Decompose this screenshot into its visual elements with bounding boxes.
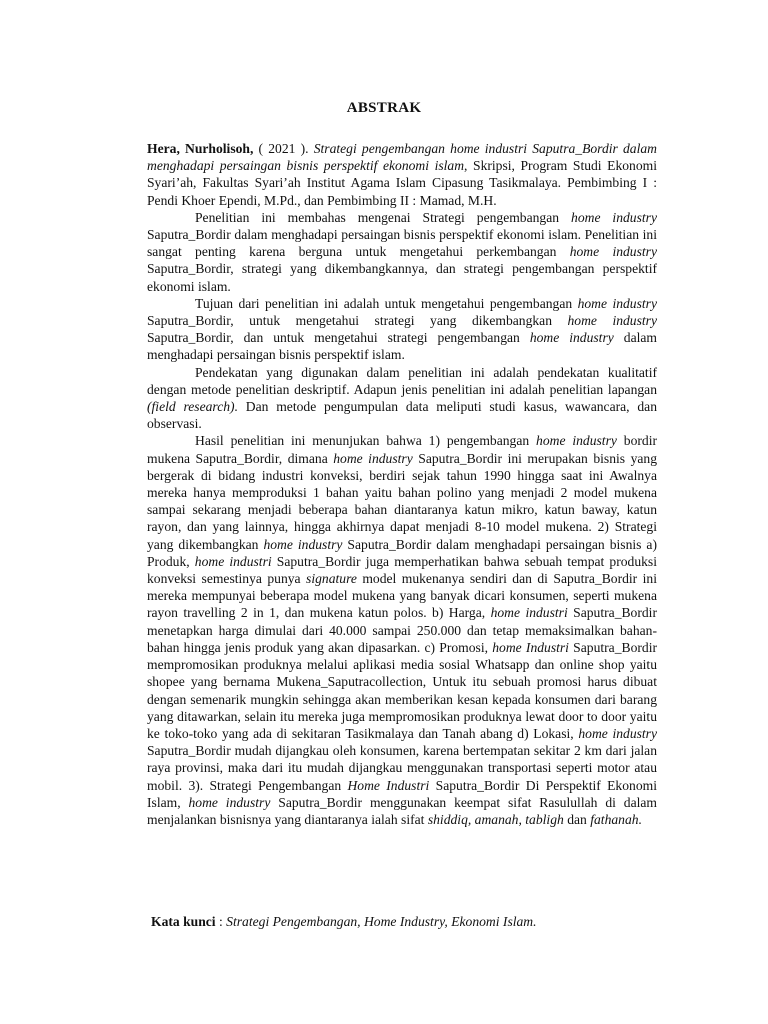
- italic-span: home industry: [577, 295, 657, 311]
- text-span: model mukenanya sendiri dan di Saputra_Bordir ini mereka mempunyai beberapa model mukena yang banyak dicari konsumen, seperti mukena rayon travelling 2 in 1, dan mukena katun polos. b) Harga,: [147, 571, 657, 621]
- citation-paragraph: [147, 140, 657, 209]
- abstract-body: [147, 140, 657, 828]
- keywords-value: Strategi Pengembangan, Home Industry, Ekonomi Islam.: [226, 914, 537, 929]
- text-span: dan: [563, 811, 591, 827]
- text-span: Saputra_Bordir, untuk mengetahui strategi yang dikembangkan: [147, 313, 568, 329]
- italic-span: home industry: [333, 450, 413, 466]
- italic-span: home industry: [263, 536, 343, 552]
- text-span: Dan metode pengumpulan data meliputi studi kasus, wawancara, dan observasi.: [147, 399, 657, 432]
- italic-span: home industry: [571, 209, 657, 225]
- text-span: Pendekatan yang digunakan dalam penelitian ini adalah pendekatan kualitatif dengan metode penelitian deskriptif. Adapun jenis penelitian ini adalah penelitian lapangan: [147, 364, 657, 397]
- text-span: Saputra_Bordir dalam menghadapi persaingan bisnis perspektif ekonomi islam. Penelitian ini sangat penting karena berguna untuk mengetahui perkembangan: [147, 227, 657, 260]
- text-span: Saputra_Bordir menetapkan harga dimulai dari 40.000 sampai 250.000 dan tetap memaksimalkan bahan-bahan hingga jenis produk yang akan dipasarkan. c) Promosi,: [147, 605, 657, 655]
- text-span: Hasil penelitian ini menunjukan bahwa 1) pengembangan: [195, 433, 537, 449]
- paragraph-2: [147, 295, 657, 364]
- text-span: Saputra_Bordir mempromosikan produknya melalui aplikasi media sosial Whatsapp dan online shop yaitu shopee yang bernama Mukena_Saputracollection, Untuk itu sebuah promosi harus dibuat dengan semenarik mungkin sehingga akan memberikan kesan kepada konsumen dari barang yang ditawarkan, selain itu mereka juga mempromosikan produknya lewat door to door yaitu ke toko-toko yang ada di sekitaran Tasikmalaya dan Tanah abang d) Lokasi,: [147, 639, 657, 741]
- text-span: Saputra_Bordir Di Perspektif Ekonomi Islam,: [147, 777, 657, 810]
- italic-span: home industry: [536, 433, 617, 449]
- paragraph-4: [147, 432, 657, 828]
- italic-span: home Industri: [492, 639, 569, 655]
- keywords-separator: :: [215, 914, 227, 929]
- keywords-label: Kata kunci: [151, 914, 216, 929]
- text-span: Saputra_Bordir dalam menghadapi persaingan bisnis a) Produk,: [147, 536, 657, 569]
- italic-span: home industri: [490, 605, 568, 621]
- italic-span: home industry: [188, 794, 271, 810]
- text-span: Penelitian ini membahas mengenai Strategi pengembangan: [195, 209, 572, 225]
- italic-span: (field research).: [147, 399, 238, 415]
- paragraph-3: [147, 364, 657, 433]
- text-span: Saputra_Bordir juga memperhatikan bahwa sebuah tempat produksi konveksi semestinya punya: [147, 553, 657, 587]
- citation-rest: , Skripsi, Program Studi Ekonomi Syari’ah, Fakultas Syari’ah Institut Agama Islam Cipasung Tasikmalaya. Pembimbing I : Pendi Khoer Ependi, M.Pd., dan Pembimbing II : Mamad, M.H.: [147, 158, 657, 208]
- text-span: Saputra_Bordir, strategi yang dikembangkannya, dan strategi pengembangan perspektif ekonomi islam.: [147, 261, 657, 294]
- text-span: bordir mukena Saputra_Bordir, dimana: [147, 433, 657, 466]
- text-span: Saputra_Bordir ini merupakan bisnis yang bergerak di bidang industri konveksi, berdiri sejak tahun 1990 hingga saat ini Awalnya mereka hanya memproduksi 1 bahan yaitu bahan polino yang menjadi 2 model mukena sampai sekarang menjadi beberapa bahan diantaranya katun mikro, katun baway, katun rayon, dan yang lainnya, hingga akhirnya dapat menjadi 8-10 model mukena. 2) Strategi yang dikembangkan: [147, 450, 657, 552]
- citation-author: Hera, Nurholisoh,: [147, 141, 254, 156]
- text-span: Tujuan dari penelitian ini adalah untuk mengetahui pengembangan: [195, 295, 578, 311]
- italic-span: signature: [306, 571, 357, 587]
- keywords-line: [151, 913, 661, 930]
- italic-span: home industry: [529, 330, 614, 346]
- text-span: dalam menghadapi persaingan bisnis perspektif islam.: [147, 330, 657, 363]
- italic-span: home industry: [569, 244, 657, 260]
- italic-span: home industri: [194, 553, 272, 569]
- text-span: Saputra_Bordir menggunakan keempat sifat Rasulullah di dalam menjalankan bisnisnya yang diantaranya ialah sifat: [147, 794, 657, 827]
- citation-title: Strategi pengembangan home industri Saputra_Bordir dalam menghadapi persaingan bisnis perspektif ekonomi islam: [147, 141, 657, 174]
- italic-span: shiddiq, amanah, tabligh: [427, 811, 564, 827]
- citation-year: ( 2021 ).: [258, 141, 309, 156]
- text-span: Saputra_Bordir, dan untuk mengetahui strategi pengembangan: [147, 330, 530, 346]
- text-span: Saputra_Bordir mudah dijangkau oleh konsumen, karena bertempatan sekitar 2 km dari jalan raya provinsi, maka dari itu mudah dijangkau menggunakan transportasi seperti motor atau mobil. 3). Strategi Pengembangan: [147, 743, 657, 793]
- italic-span: home industry: [567, 313, 657, 329]
- italic-span: fathanah.: [590, 811, 642, 827]
- italic-span: home industry: [578, 725, 658, 741]
- italic-span: Home Industri: [347, 777, 430, 793]
- page-title: ABSTRAK: [346, 100, 422, 116]
- paragraph-1: [147, 209, 657, 295]
